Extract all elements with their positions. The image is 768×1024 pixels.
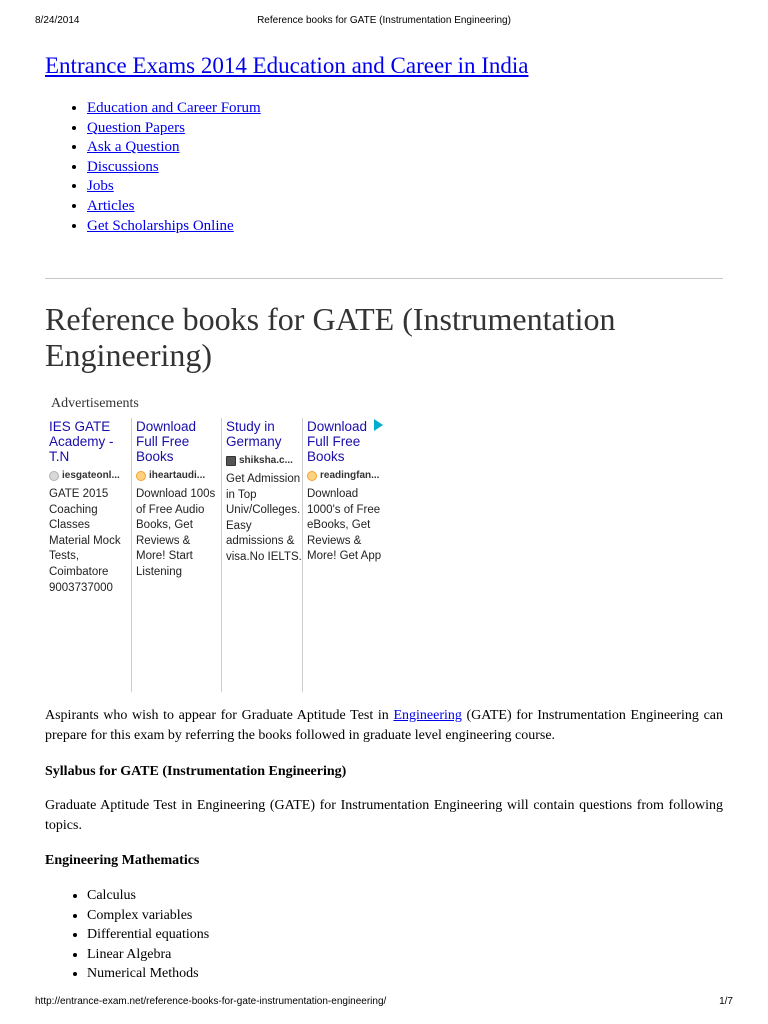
ad-title[interactable]: Study in Germany [226,419,282,449]
ad-body: Download 100s of Free Audio Books, Get Reviews & More! Start Listening [136,488,216,578]
ad-source[interactable] [226,455,304,466]
divider [45,278,723,279]
nav-link-education-forum[interactable]: Education and Career Forum [87,100,261,116]
ad-title[interactable]: Download Full Free Books [307,419,368,464]
adchoices-icon[interactable] [374,419,383,431]
ad-unit[interactable] [302,418,391,692]
nav-item [87,197,261,217]
nav-link-discussions[interactable]: Discussions [87,158,159,175]
engineering-link[interactable]: Engineering [393,708,462,723]
nav-link-scholarships[interactable]: Get Scholarships Online [87,217,234,234]
print-url: http://entrance-exam.net/reference-books-for-gate-instrumentation-engineering/ [35,996,387,1007]
print-document-title: Reference books for GATE (Instrumentation Engineering) [257,15,511,26]
ad-source-label: readingfan... [320,470,380,481]
graduation-cap-icon [226,456,236,466]
nav-item [87,99,261,119]
list-item: • Linear Algebra [87,945,209,965]
ad-body: GATE 2015 Coaching Classes Material Mock Tests, Coimbatore 9003737000 [49,488,121,594]
intro-text: Aspirants who wish to appear for Graduate Aptitude Test in [45,708,394,723]
ad-body: Download 1000's of Free eBooks, Get Reviews & More! Get App [307,488,382,563]
page-number: 1/7 [719,996,733,1007]
print-header [35,15,733,29]
ad-source[interactable] [307,470,391,481]
ad-body: Get Admission in Top Univ/Colleges. Easy admissions & visa.No IELTS. [226,473,302,563]
ad-block [46,418,396,692]
math-topic-list [45,886,209,984]
ad-source-label: iheartaudi... [149,470,206,481]
print-footer [35,996,733,1010]
nav-item [87,158,261,178]
syllabus-paragraph: Graduate Aptitude Test in Engineering (GATE) for Instrumentation Engineering will contain questions from following topics. [45,798,723,833]
intro-text: (GATE) for Instrumentation Engineering can prepare for this exam by referring the books followed in graduate level engineering course. [45,708,724,743]
list-item: • Calculus [87,886,209,906]
ad-source-label: iesgateonl... [62,470,120,481]
sun-icon [307,471,317,481]
ad-unit[interactable] [49,418,127,692]
ad-source[interactable] [136,470,218,481]
nav-link-jobs[interactable]: Jobs [87,178,114,195]
ad-source[interactable] [49,470,127,481]
nav-item [87,217,261,237]
nav-item [87,119,261,139]
sun-icon [136,471,146,481]
site-title-link[interactable]: Entrance Exams 2014 Education and Career in India [45,53,529,78]
globe-icon [49,471,59,481]
nav-link-ask-question[interactable]: Ask a Question [87,139,180,156]
syllabus-heading: Syllabus for GATE (Instrumentation Engineering) [45,764,347,779]
ad-source-label: shiksha.c... [239,455,293,466]
list-item: • Complex variables [87,906,209,926]
math-heading: Engineering Mathematics [45,853,200,868]
print-date: 8/24/2014 [35,15,80,26]
nav-item [87,138,261,158]
page-title: Reference books for GATE (Instrumentation Engineering) [45,301,616,373]
site-nav [45,99,261,236]
nav-link-question-papers[interactable]: Question Papers [87,119,185,136]
ad-title[interactable]: Download Full Free Books [136,419,197,464]
ad-title[interactable]: IES GATE Academy - T.N [49,419,114,464]
list-item: • Differential equations [87,925,209,945]
list-item: • Numerical Methods [87,964,209,984]
nav-item [87,177,261,197]
ad-unit[interactable] [131,418,218,692]
intro-paragraph [45,706,723,745]
ads-label: Advertisements [51,396,139,411]
nav-link-articles[interactable]: Articles [87,197,135,214]
ad-unit[interactable] [221,418,304,692]
